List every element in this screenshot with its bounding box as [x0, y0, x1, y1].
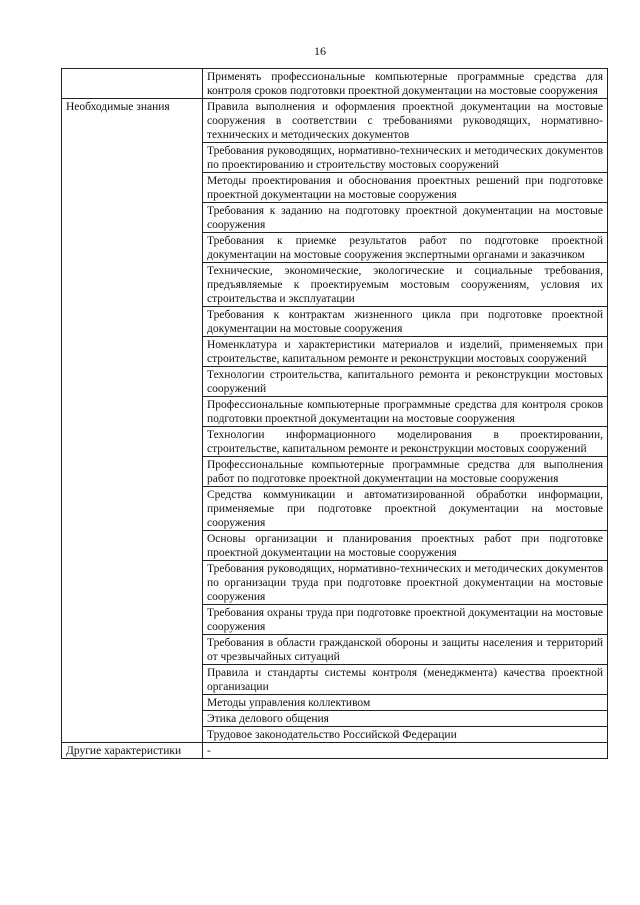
requirement-item: Требования в области гражданской обороны и защиты населения и территорий от чрезвычайных ситуаций [203, 635, 608, 665]
requirement-item: Трудовое законодательство Российской Федерации [203, 727, 608, 743]
requirement-item: Методы управления коллективом [203, 695, 608, 711]
requirement-item: Требования охраны труда при подготовке проектной документации на мостовые сооружения [203, 605, 608, 635]
section-label: Необходимые знания [62, 99, 203, 743]
requirement-item: Требования руководящих, нормативно-технических и методических документов по проектированию и строительству мостовых сооружений [203, 143, 608, 173]
section-label [62, 69, 203, 99]
requirement-item: Технологии информационного моделирования в проектировании, строительстве, капитальном ремонте и реконструкции мостовых сооружений [203, 427, 608, 457]
requirement-item: Средства коммуникации и автоматизированной обработки информации, применяемые при подготовке проектной документации на мостовые сооружения [203, 487, 608, 531]
requirement-item: Технические, экономические, экологические и социальные требования, предъявляемые к проектируемым мостовым сооружениям, условия их строительства и эксплуатации [203, 263, 608, 307]
requirement-item: Требования к заданию на подготовку проектной документации на мостовые сооружения [203, 203, 608, 233]
table-row [62, 99, 608, 143]
requirement-item: Технологии строительства, капитального ремонта и реконструкции мостовых сооружений [203, 367, 608, 397]
requirement-item: Применять профессиональные компьютерные программные средства для контроля сроков подготовки проектной документации на мостовые сооружения [203, 69, 608, 99]
requirement-item: Правила и стандарты системы контроля (менеджмента) качества проектной организации [203, 665, 608, 695]
requirement-item: Методы проектирования и обоснования проектных решений при подготовке проектной документации на мостовые сооружения [203, 173, 608, 203]
requirements-table [61, 68, 608, 759]
page-number: 16 [314, 44, 326, 58]
table-row [62, 743, 608, 759]
requirement-item: Требования руководящих, нормативно-технических и методических документов по организации труда при подготовке проектной документации на мостовые сооружения [203, 561, 608, 605]
requirement-item: Основы организации и планирования проектных работ при подготовке проектной документации на мостовые сооружения [203, 531, 608, 561]
requirement-item: Профессиональные компьютерные программные средства для контроля сроков подготовки проектной документации на мостовые сооружения [203, 397, 608, 427]
requirement-item: Номенклатура и характеристики материалов и изделий, применяемых при строительстве, капитальном ремонте и реконструкции мостовых сооружений [203, 337, 608, 367]
requirement-item: Правила выполнения и оформления проектной документации на мостовые сооружения в соответствии с требованиями руководящих, нормативно-технических и методических документов [203, 99, 608, 143]
requirement-item: Требования к приемке результатов работ по подготовке проектной документации на мостовые сооружения экспертными органами и заказчиком [203, 233, 608, 263]
requirement-item: Требования к контрактам жизненного цикла при подготовке проектной документации на мостовые сооружения [203, 307, 608, 337]
requirement-item: Профессиональные компьютерные программные средства для выполнения работ по подготовке проектной документации на мостовые сооружения [203, 457, 608, 487]
requirement-item: Этика делового общения [203, 711, 608, 727]
table-row [62, 69, 608, 99]
section-label: Другие характеристики [62, 743, 203, 759]
requirement-item: - [203, 743, 608, 759]
